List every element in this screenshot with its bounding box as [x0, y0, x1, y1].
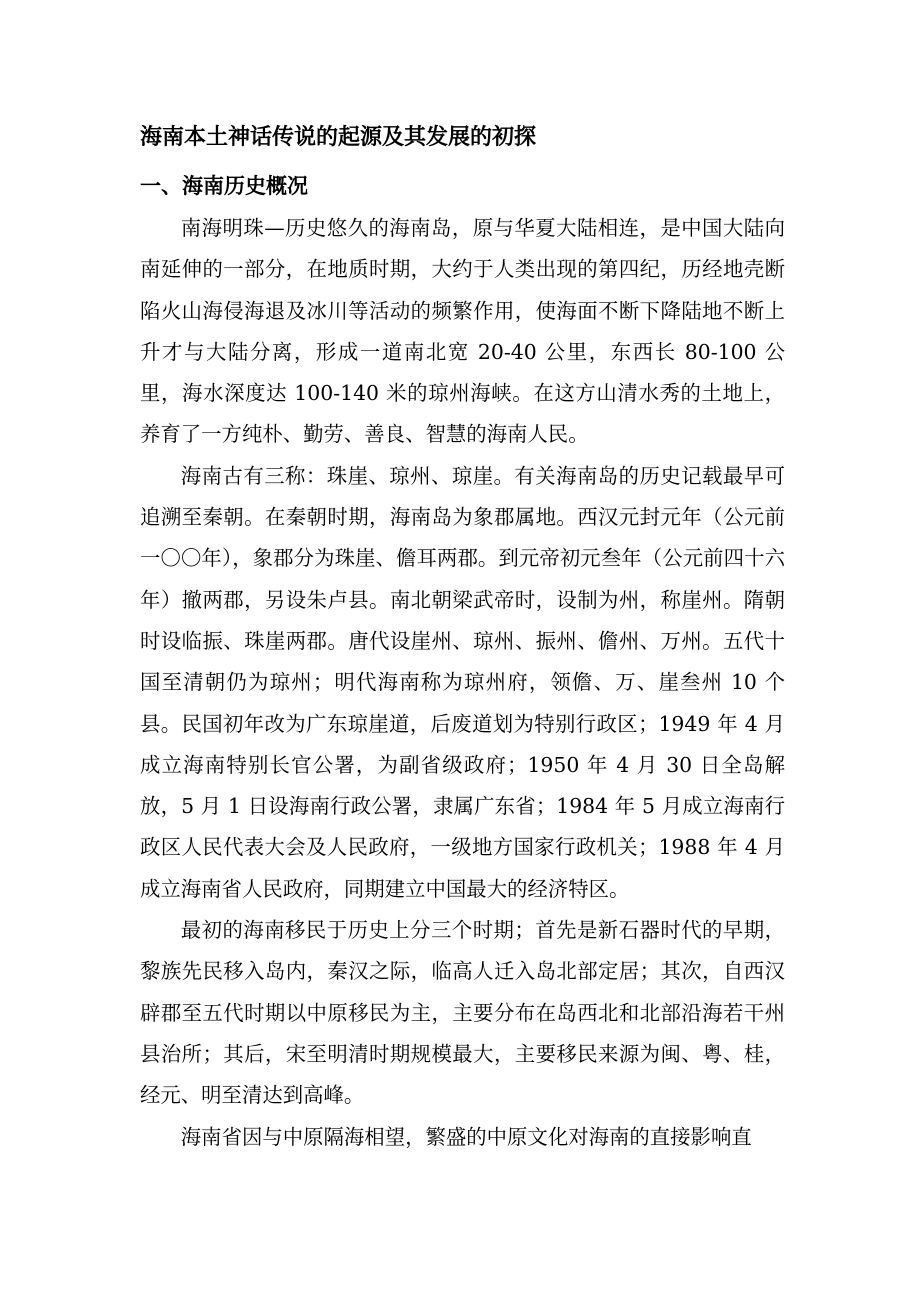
document-body: [140, 112, 785, 1158]
document-title: 海南本土神话传说的起源及其发展的初探: [140, 125, 537, 150]
paragraph-geography: 南海明珠—历史悠久的海南岛，原与华夏大陆相连，是中国大陆向南延伸的一部分，在地质时期，大约于人类出现的第四纪，历经地壳断陷火山海侵海退及冰川等活动的频繁作用，使海面不断下降陆地不断上升才与大陆分离，形成一道南北宽 20-40 公里，东西长 80-100 公里，海水深度达 100-140 米的琼州海峡。在这方山清水秀的土地上，养育了一方纯朴、勤劳、善良、智慧的海南人民。: [140, 216, 785, 447]
paragraph-migration: 最初的海南移民于历史上分三个时期；首先是新石器时代的早期，黎族先民移入岛内，秦汉之际，临高人迁入岛北部定居；其次，自西汉辟郡至五代时期以中原移民为主，主要分布在岛西北和北部沿海若干州县治所；其后，宋至明清时期规模最大，主要移民来源为闽、粤、桂，经元、明至清达到高峰。: [140, 918, 785, 1108]
section-heading: 一、海南历史概况: [140, 174, 308, 198]
paragraph-administrative-history: 海南古有三称：珠崖、琼州、琼崖。有关海南岛的历史记载最早可追溯至秦朝。在秦朝时期，海南岛为象郡属地。西汉元封元年（公元前一〇〇年），象郡分为珠崖、儋耳两郡。到元帝初元叁年（公元前四十六年）撤两郡，另设朱卢县。南北朝梁武帝时，设制为州，称崖州。隋朝时设临振、珠崖两郡。唐代设崖州、琼州、振州、儋州、万州。五代十国至清朝仍为琼州；明代海南称为琼州府，领儋、万、崖叁州 10 个县。民国初年改为广东琼崖道，后废道划为特别行政区；1949 年 4 月成立海南特别长官公署，为副省级政府；1950 年 4 月 30 日全岛解放，5 月 1 日设海南行政公署，隶属广东省；1984 年 5 月成立海南行政区人民代表大会及人民政府，一级地方国家行政机关；1988 年 4 月成立海南省人民政府，同期建立中国最大的经济特区。: [140, 463, 785, 901]
paragraph-central-plains-culture: 海南省因与中原隔海相望，繁盛的中原文化对海南的直接影响直: [180, 1124, 752, 1149]
